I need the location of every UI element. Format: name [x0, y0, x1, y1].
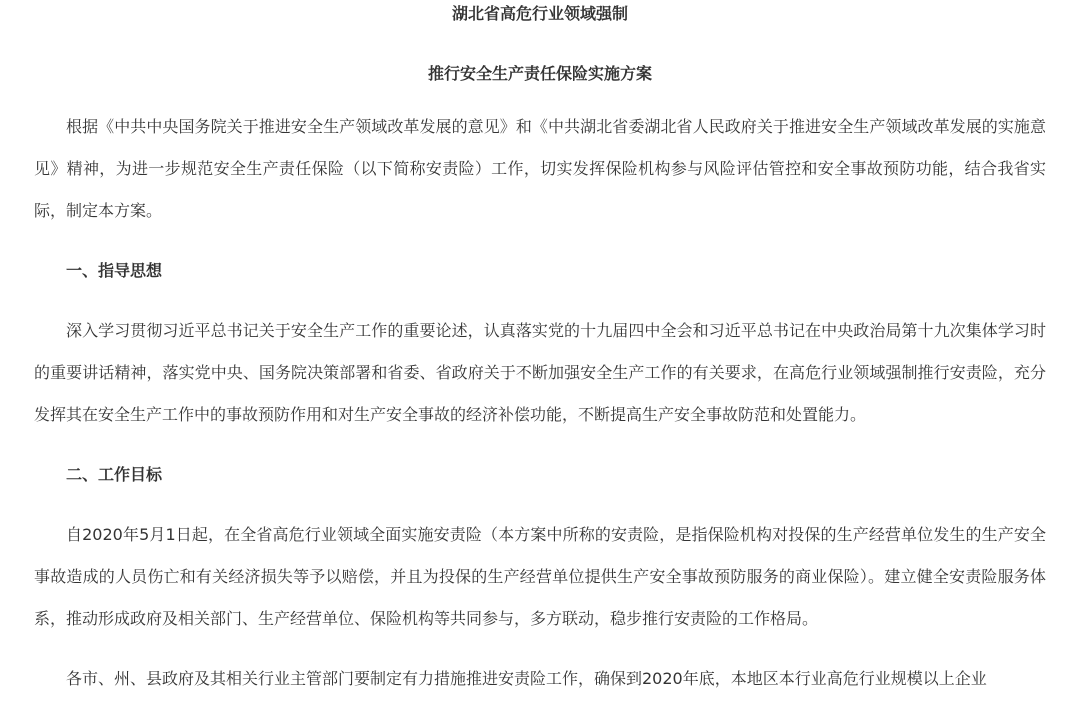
section2-paragraph-1: 自2020年5月1日起，在全省高危行业领域全面实施安责险（本方案中所称的安责险，是指保险机构对投保的生产经营单位发生的生产安全事故造成的人员伤亡和有关经济损失等予以赔偿，并且为投保的生产经营单位提供生产安全事故预防服务的商业保险）。建立健全安责险服务体系，推动形成政府及相关部门、生产经营单位、保险机构等共同参与，多方联动，稳步推行安责险的工作格局。	[34, 525, 1046, 628]
section1-paragraph: 深入学习贯彻习近平总书记关于安全生产工作的重要论述，认真落实党的十九届四中全会和习近平总书记在中央政治局第十九次集体学习时的重要讲话精神，落实党中央、国务院决策部署和省委、省政府关于不断加强安全生产工作的有关要求，在高危行业领域强制推行安责险，充分发挥其在安全生产工作中的事故预防作用和对生产安全事故的经济补偿功能，不断提高生产安全事故防范和处置能力。	[34, 321, 1046, 424]
section1-heading: 一、指导思想	[66, 261, 163, 280]
section2-heading: 二、工作目标	[66, 465, 163, 484]
section2-paragraph-2: 各市、州、县政府及其相关行业主管部门要制定有力措施推进安责险工作，确保到2020年底，本地区本行业高危行业规模以上企业	[66, 669, 987, 688]
document-title-line1: 湖北省高危行业领域强制	[451, 4, 628, 23]
document-title-line2: 推行安全生产责任保险实施方案	[427, 64, 652, 83]
intro-paragraph: 根据《中共中央国务院关于推进安全生产领域改革发展的意见》和《中共湖北省委湖北省人民政府关于推进安全生产领域改革发展的实施意见》精神，为进一步规范安全生产责任保险（以下简称安责险）工作，切实发挥保险机构参与风险评估管控和安全事故预防功能，结合我省实际，制定本方案。	[34, 117, 1046, 220]
